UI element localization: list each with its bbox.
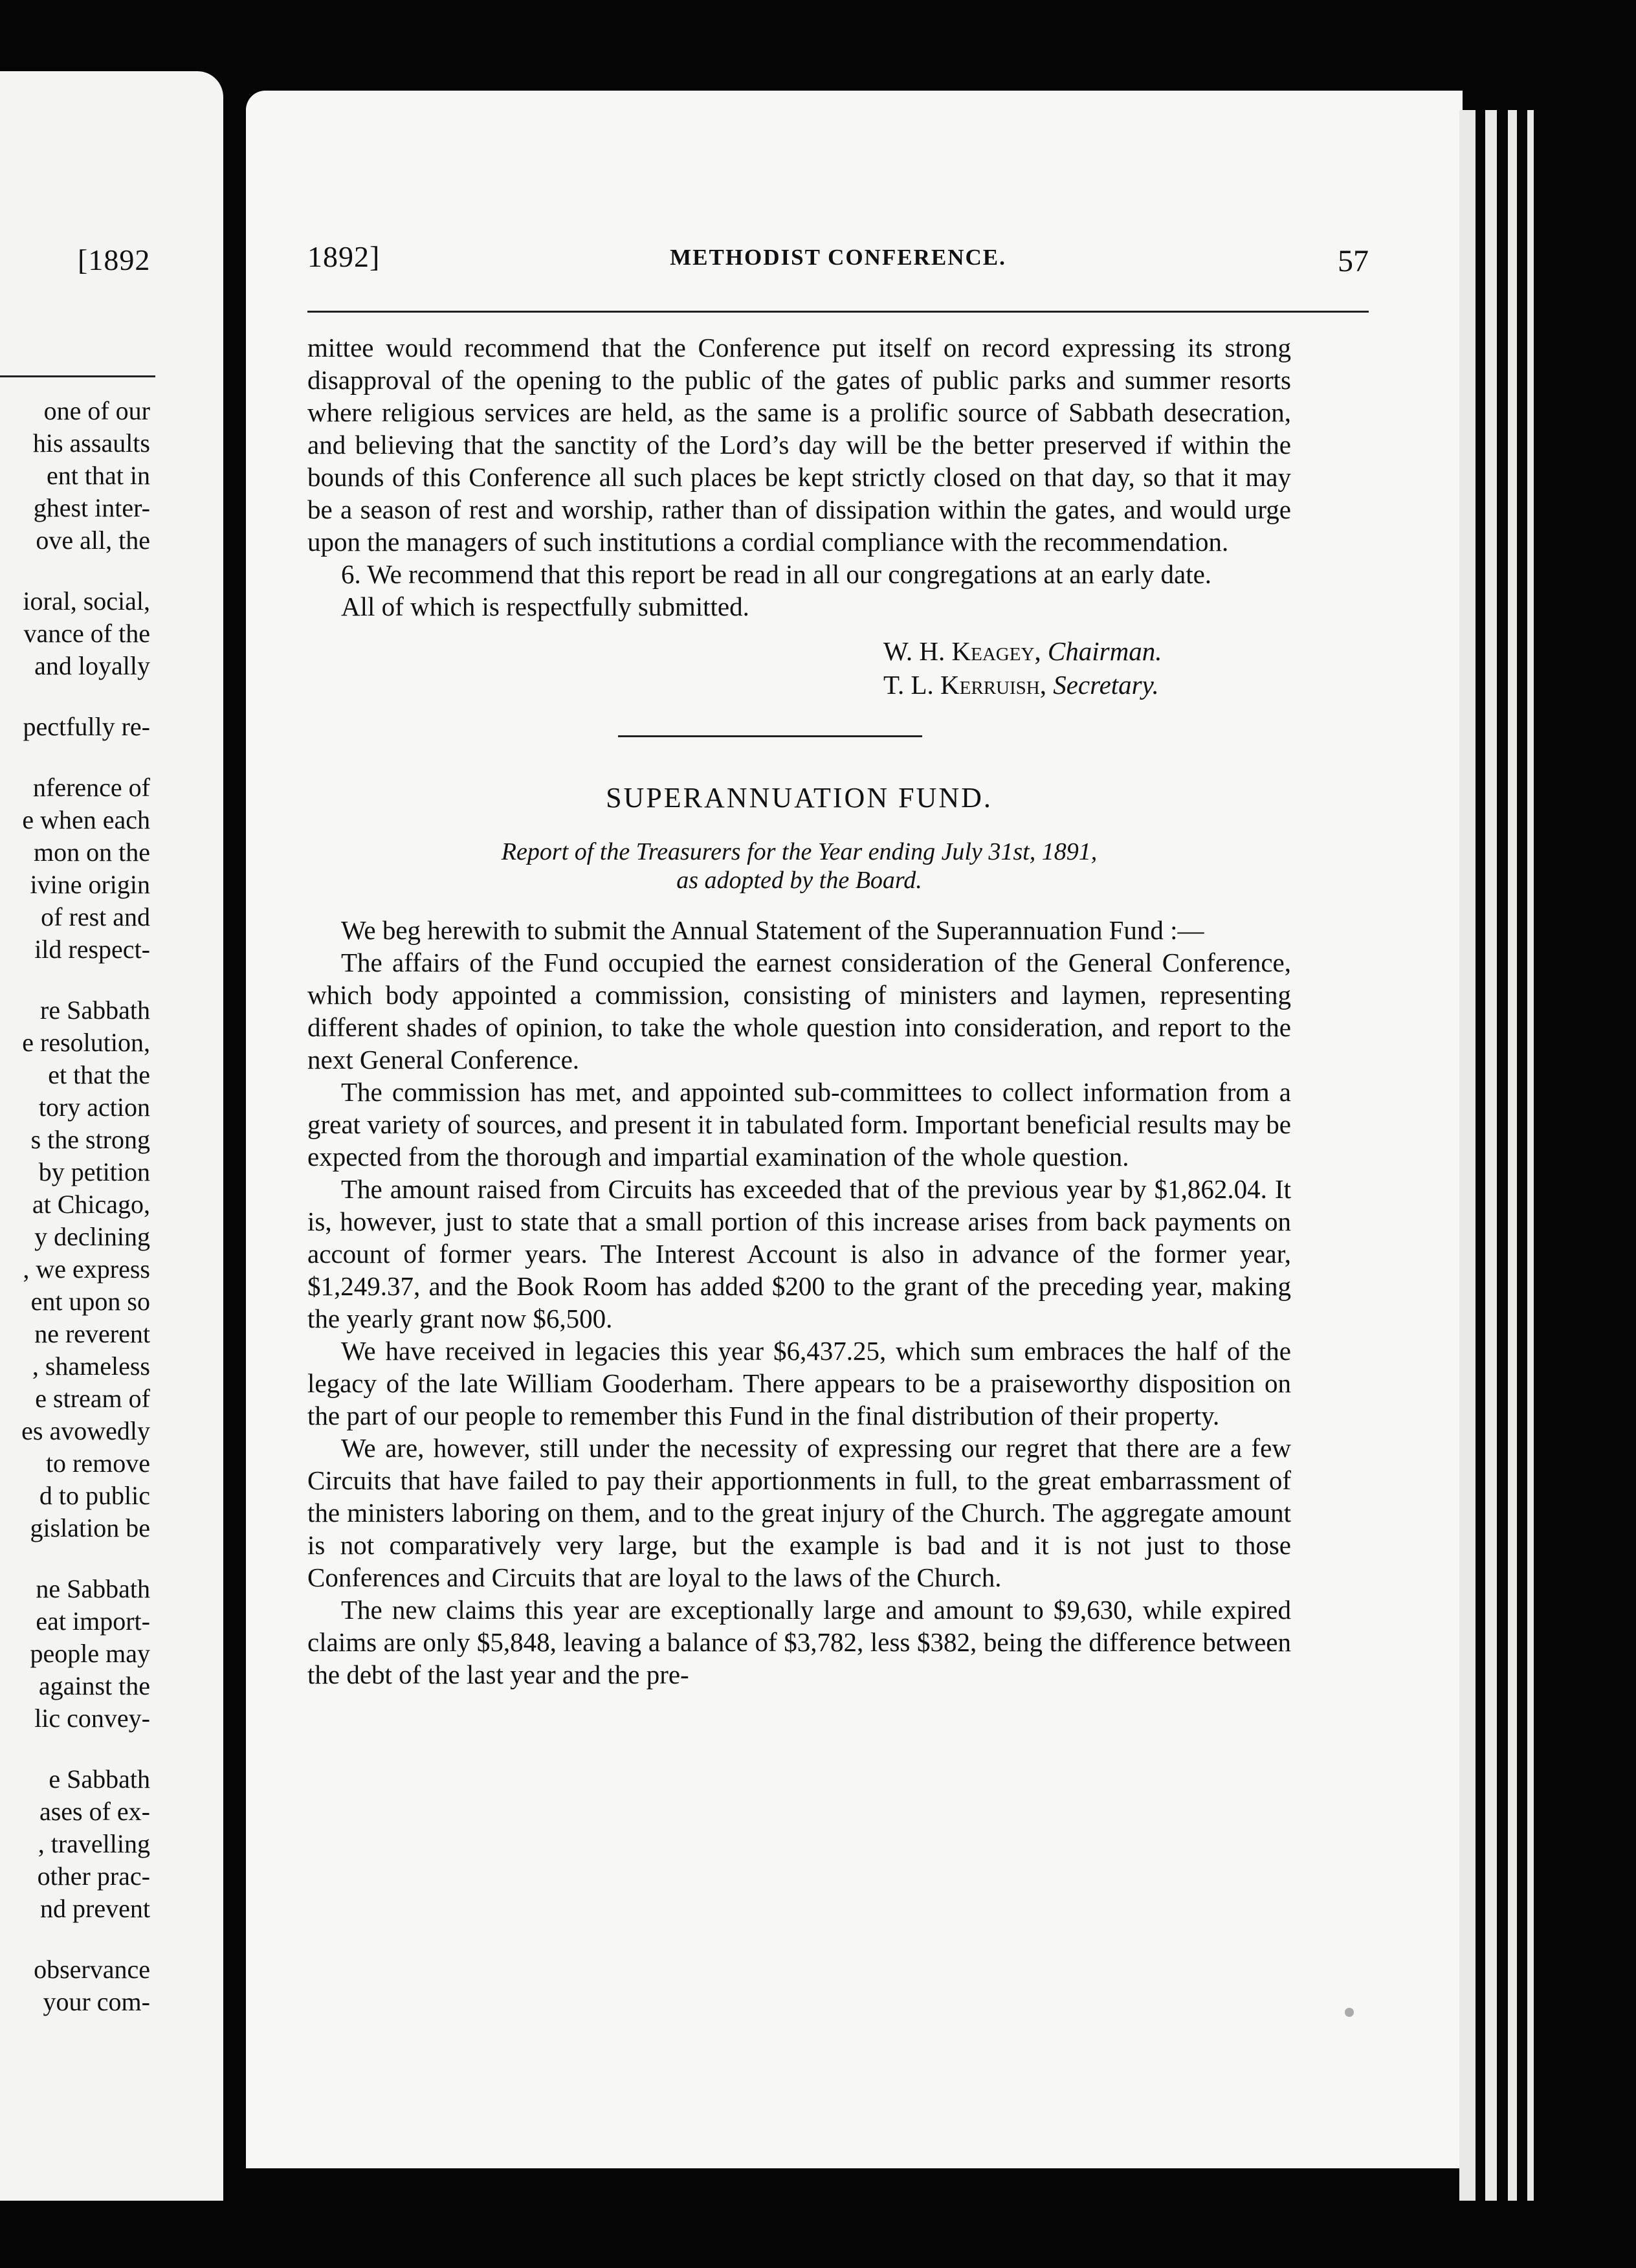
left-text-line: es avowedly xyxy=(21,1416,150,1445)
subtitle-line: as adopted by the Board. xyxy=(676,867,922,894)
left-text-line: by petition xyxy=(38,1157,150,1186)
left-text-line xyxy=(0,682,150,711)
left-text-line: e stream of xyxy=(35,1384,150,1413)
left-text-line: ent upon so xyxy=(30,1287,150,1316)
left-text-line: s the strong xyxy=(30,1125,150,1154)
paragraph-regret: We are, however, still under the necessity of expressing our regret that there are a few Circuits that have failed to pay their apportionments in full, to the great embarrassment of the ministers laboring on them, and to the great injury of the Church. The aggregate amount is not comparatively very large, but the example is bad and it is not just to those Conferences and Circuits that are loyal to the laws of the Church. xyxy=(307,1433,1291,1592)
signer-role: Chairman. xyxy=(1047,636,1162,666)
page-edge xyxy=(1527,110,1534,2201)
signature-chairman xyxy=(883,634,1291,668)
header-title: METHODIST CONFERENCE. xyxy=(670,245,1006,270)
left-text-line: , we express xyxy=(23,1254,150,1284)
left-text-line: ent that in xyxy=(47,461,150,490)
paragraph-statement: We beg herewith to submit the Annual Statement of the Superannuation Fund :— xyxy=(341,915,1204,945)
signer-name: W. H. Keagey, xyxy=(883,636,1041,666)
signer-name: T. L. Kerruish, xyxy=(883,670,1046,700)
left-text-line: e resolution, xyxy=(22,1028,150,1057)
left-text-line: , shameless xyxy=(32,1351,150,1381)
left-text-line: y declining xyxy=(34,1222,150,1251)
paragraph-commission: The commission has met, and appointed sub-committees to collect information from a great variety of sources, and present it in tabulated form. Important beneficial results may be expected from the thorough and impartial examination of the whole question. xyxy=(307,1077,1291,1172)
left-text-line: your com- xyxy=(43,1987,150,2016)
committee-paragraph: mittee would recommend that the Conference put itself on record expressing its strong disapproval of the opening to the public of the gates of public parks and summer resorts where religious services are held, as the same is a prolific source of Sabbath desecration, and believing that the sanctity of the Lord’s day will be the better preserved if within the bounds of this Conference all such places be kept strictly closed on that day, so that it may be a season of rest and worship, rather than of dissipation within the gates, and would urge upon the managers of such institutions a cordial compliance with the recommendation. xyxy=(307,333,1291,557)
left-text-line: at Chicago, xyxy=(32,1190,150,1219)
left-text-line: ove all, the xyxy=(36,526,150,555)
left-page-header: [1892 xyxy=(78,243,151,276)
left-text-line xyxy=(0,743,150,772)
left-text-line: ioral, social, xyxy=(23,586,150,616)
section-divider xyxy=(618,735,922,737)
report-subtitle xyxy=(307,838,1291,895)
section-title: SUPERANNUATION FUND. xyxy=(606,782,993,814)
signature-secretary xyxy=(883,668,1291,702)
left-text-line: of rest and xyxy=(41,902,150,931)
left-text-line: tory action xyxy=(38,1093,150,1122)
left-text-line: nd prevent xyxy=(40,1894,150,1923)
subtitle-line: Report of the Treasurers for the Year ending July 31st, 1891, xyxy=(501,838,1098,865)
left-text-line: ivine origin xyxy=(30,870,150,899)
left-text-line: e when each xyxy=(22,805,150,834)
left-text-line xyxy=(0,966,150,994)
left-text-line: e Sabbath xyxy=(49,1764,150,1794)
paragraph-amount-raised: The amount raised from Circuits has exceeded that of the previous year by $1,862.04. It is, however, just to state that a small portion of this increase arises from back payments on account of former years. The Interest Account is also in advance of the former year, $1,249.37, and the Book Room has added $200 to the grant of the preceding year, making the yearly grant now $6,500. xyxy=(307,1174,1291,1333)
left-text-line: mon on the xyxy=(34,838,150,867)
left-text-line: ne reverent xyxy=(34,1319,150,1348)
left-text-line: , travelling xyxy=(38,1829,150,1858)
left-text-line xyxy=(0,1544,150,1573)
left-text-line: other prac- xyxy=(37,1862,150,1891)
left-text-line: observance xyxy=(34,1955,150,1984)
header-rule xyxy=(307,311,1369,313)
closing-line: All of which is respectfully submitted. xyxy=(341,592,749,621)
left-text-line xyxy=(0,1925,150,1953)
item-6-paragraph: 6. We recommend that this report be read in all our congregations at an early date. xyxy=(341,559,1212,589)
left-text-line: gislation be xyxy=(30,1513,150,1542)
left-text-line: people may xyxy=(30,1639,150,1668)
paragraph-affairs: The affairs of the Fund occupied the earnest consideration of the General Conference, which body appointed a commission, consisting of ministers and laymen, representing different shades of opinion, to take the whole question into consideration, and report to the next General Conference. xyxy=(307,948,1291,1074)
left-text-line: ild respect- xyxy=(34,935,150,964)
left-text-line: lic convey- xyxy=(34,1704,150,1733)
left-text-line: eat import- xyxy=(36,1606,150,1636)
left-header-rule xyxy=(0,375,155,377)
left-text-line: re Sabbath xyxy=(40,995,150,1025)
left-text-line xyxy=(0,557,150,585)
left-text-line: ghest inter- xyxy=(33,493,150,522)
left-text-line: pectfully re- xyxy=(23,712,150,741)
left-page-text xyxy=(0,395,150,2018)
signer-role: Secretary. xyxy=(1053,670,1159,700)
left-text-line: ne Sabbath xyxy=(36,1574,150,1603)
header-year: 1892] xyxy=(307,240,381,273)
left-page xyxy=(0,71,223,2201)
left-text-line: and loyally xyxy=(34,651,150,680)
left-text-line: to remove xyxy=(45,1449,150,1478)
left-text-line xyxy=(0,1735,150,1763)
right-page-content xyxy=(246,91,1463,2168)
paragraph-legacies: We have received in legacies this year $6,437.25, which sum embraces the half of the legacy of the late William Gooderham. There appears to be a praiseworthy disposition on the part of our people to remember this Fund in the final distribution of their property. xyxy=(307,1336,1291,1430)
left-text-line: nference of xyxy=(33,773,150,802)
running-header xyxy=(307,239,1369,285)
paragraph-new-claims: The new claims this year are exceptionally large and amount to $9,630, while expired claims are only $5,848, leaving a balance of $3,782, less $382, being the difference between the debt of the last year and the pre- xyxy=(307,1595,1291,1689)
page-number: 57 xyxy=(1338,244,1369,278)
left-text-line: one of our xyxy=(43,396,150,425)
left-text-line: his assaults xyxy=(32,428,150,458)
left-text-line: against the xyxy=(38,1671,150,1700)
left-text-line: d to public xyxy=(39,1481,150,1510)
left-text-line: ases of ex- xyxy=(39,1797,150,1826)
left-text-line: et that the xyxy=(48,1060,150,1089)
signature-block xyxy=(307,634,1291,702)
page-body xyxy=(307,331,1291,1691)
left-text-line: vance of the xyxy=(23,619,150,648)
page-edge xyxy=(1508,110,1517,2201)
page-edge xyxy=(1485,110,1497,2201)
